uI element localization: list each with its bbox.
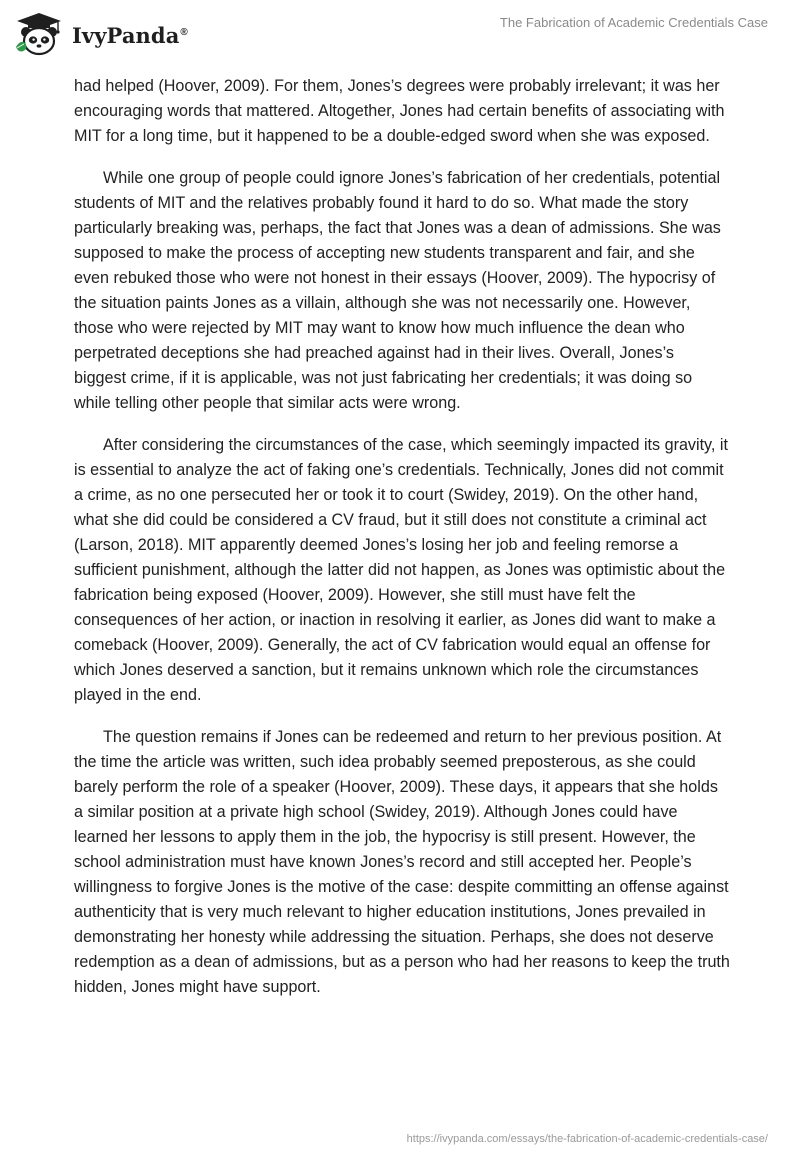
brand-name <box>72 23 188 48</box>
document-title: The Fabrication of Academic Credentials Case <box>499 15 768 30</box>
page-header <box>0 0 800 70</box>
brand-name-text: IvyPanda <box>72 22 180 48</box>
source-url-link[interactable]: https://ivypanda.com/essays/the-fabrication-of-academic-credentials-case/ <box>406 1133 768 1145</box>
paragraph: The question remains if Jones can be redeemed and return to her previous position. At the time the article was written, such idea probably seemed preposterous, as she could barely perform the role of a speaker (Hoover, 2009). These days, it appears that she holds a similar position at a private high school (Swidey, 2019). Although Jones could have learned her lessons to apply them in the job, the hypocrisy is still present. However, the school administration must have known Jones’s record and still accepted her. People’s willingness to forgive Jones is the motive of the case: despite committing an offense against authenticity that is very much relevant to higher education institutions, Jones prevailed in demonstrating her honesty while addressing the situation. Perhaps, she does not deserve redemption as a dean of admissions, but as a person who had her reasons to keep the truth hidden, Jones might have support. <box>74 728 730 996</box>
paragraph: After considering the circumstances of the case, which seemingly impacted its gravity, it is essential to analyze the act of faking one’s credentials. Technically, Jones did not commit a crime, as no one persecuted her or took it to court (Swidey, 2019). On the other hand, what she did could be considered a CV fraud, but it still does not constitute a criminal act (Larson, 2018). MIT apparently deemed Jones’s losing her job and feeling remorse a sufficient punishment, although the latter did not happen, as Jones was optimistic about the fabrication being exposed (Hoover, 2009). However, she still must have felt the consequences of her action, or inaction in resolving it earlier, as Jones did want to make a comeback (Hoover, 2009). Generally, the act of CV fabrication would equal an offense for which Jones deserved a sanction, but it remains unknown which role the circumstances played in the end. <box>74 436 728 704</box>
panda-logo-icon <box>14 11 64 57</box>
paragraph: While one group of people could ignore Jones’s fabrication of her credentials, potential students of MIT and the relatives probably found it hard to do so. What made the story particularly breaking was, perhaps, the fact that Jones was a dean of admissions. She was supposed to make the process of accepting new students transparent and fair, and she even rebuked those who were not honest in their essays (Hoover, 2009). The hypocrisy of the situation paints Jones as a villain, although she was not necessarily one. However, those who were rejected by MIT may want to know how much influence the dean who perpetrated deceptions she had preached against had in their lives. Overall, Jones’s biggest crime, if it is applicable, was not just fabricating her credentials; it was doing so while telling other people that similar acts were wrong. <box>74 169 721 412</box>
registered-mark: ® <box>180 26 188 38</box>
paragraph-continued: had helped (Hoover, 2009). For them, Jones’s degrees were probably irrelevant; it was her encouraging words that mattered. Altogether, Jones had certain benefits of associating with MIT for a long time, but it happened to be a double-edged sword when she was exposed. <box>74 77 725 145</box>
essay-body <box>74 74 730 1017</box>
brand-logo[interactable] <box>14 10 188 58</box>
